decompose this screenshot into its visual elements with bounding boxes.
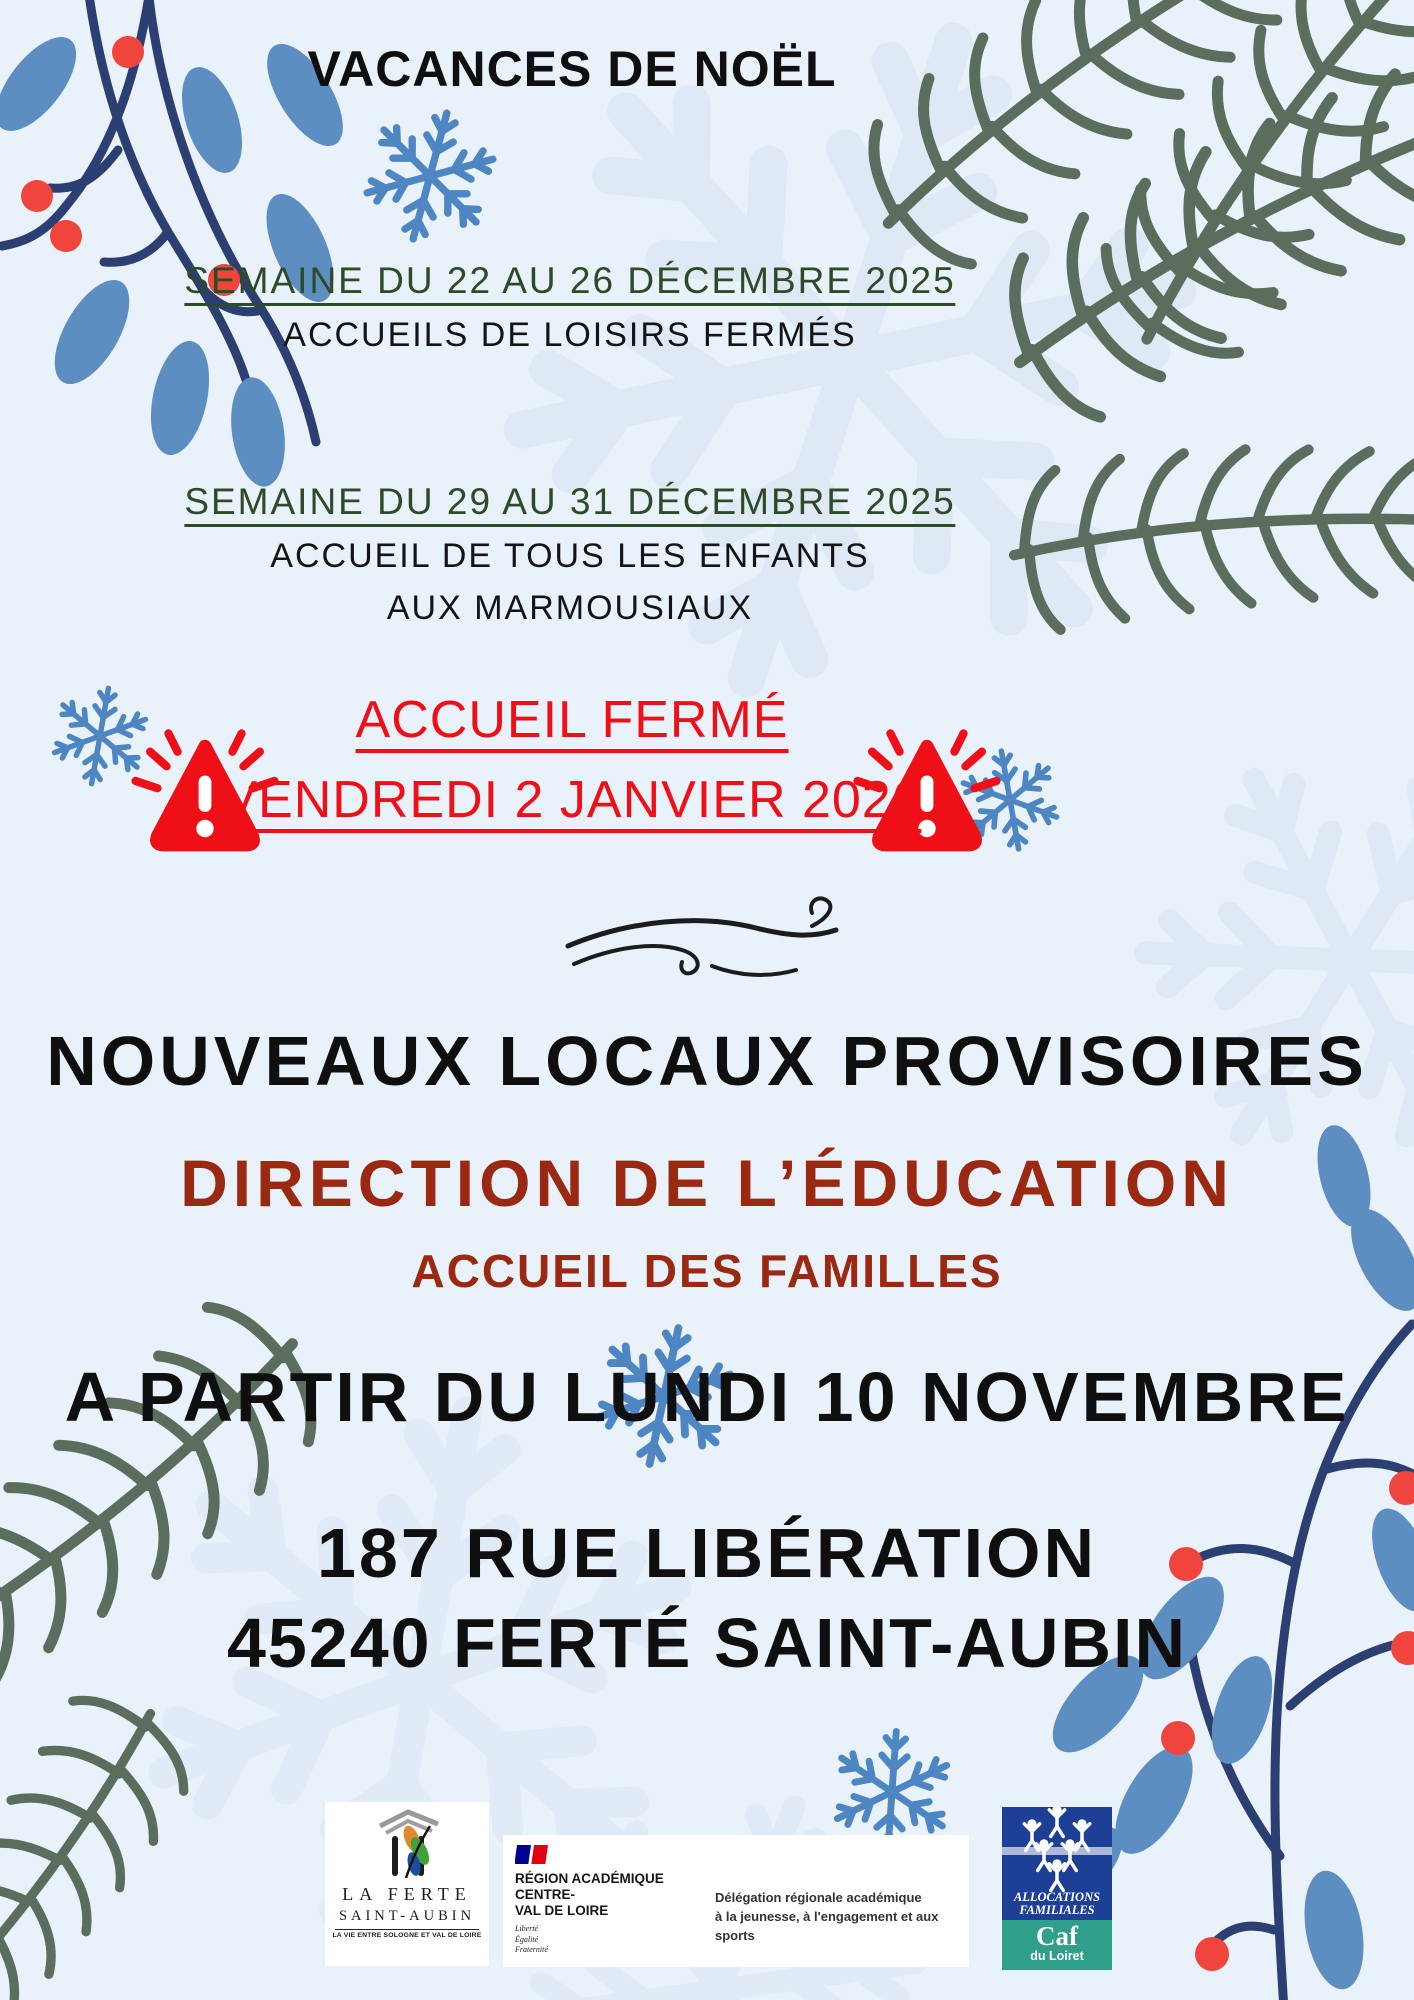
motto-liberte: Liberté [515, 1923, 539, 1933]
caf-allocations-label [1002, 1891, 1112, 1917]
french-flag-icon [515, 1845, 549, 1866]
caf-line2: FAMILIALES [1019, 1902, 1095, 1917]
logo-caf-du-loiret [1002, 1807, 1112, 1970]
la-ferte-name-line1: LA FERTE [342, 1884, 472, 1904]
berry-branch-top-left [0, 0, 358, 490]
caf-line1: ALLOCATIONS [1013, 1889, 1101, 1904]
new-premises-heading: NOUVEAUX LOCAUX PROVISOIRES [46, 1022, 1368, 1100]
caf-green-panel [1002, 1920, 1112, 1970]
delegation-line1: Délégation régionale académique [715, 1890, 922, 1905]
logo-region-academique [515, 1845, 664, 1956]
motto-fraternite: Fraternité [515, 1945, 548, 1955]
region-motto [515, 1924, 664, 1956]
address-line1: 187 RUE LIBÉRATION [316, 1514, 1098, 1592]
caf-wordmark: Caf [1036, 1921, 1078, 1951]
education-direction-heading: DIRECTION DE L’ÉDUCATION [180, 1146, 1234, 1220]
week2-heading: SEMAINE DU 29 AU 31 DÉCEMBRE 2025 [184, 483, 955, 527]
start-date-line: A PARTIR DU LUNDI 10 NOVEMBRE [64, 1358, 1350, 1436]
week2-detail-line2: AUX MARMOUSIAUX [386, 589, 754, 627]
poster-title: VACANCES DE NOËL [307, 41, 837, 97]
region-line2: CENTRE- [515, 1886, 575, 1902]
week1-detail: ACCUEILS DE LOISIRS FERMÉS [283, 316, 857, 354]
la-ferte-name-line2: SAINT-AUBIN [338, 1908, 476, 1924]
week2-detail-line1: ACCUEIL DE TOUS LES ENFANTS [270, 537, 870, 575]
la-ferte-tagline: LA VIE ENTRE SOLOGNE ET VAL DE LOIRE [332, 1932, 482, 1939]
divider [335, 1929, 479, 1930]
logo-la-ferte-saint-aubin [325, 1802, 489, 1966]
logo-region-academique-band [503, 1835, 969, 1967]
motto-egalite: Égalité [515, 1934, 539, 1944]
snowflake-icon [352, 97, 508, 255]
closure-alert-line1: ACCUEIL FERMÉ [356, 694, 789, 753]
families-welcome-subheading: ACCUEIL DES FAMILLES [411, 1245, 1003, 1297]
caf-blue-panel [1002, 1807, 1112, 1920]
flourish-divider [560, 886, 850, 986]
la-ferte-emblem-icon [370, 1806, 444, 1878]
address-line2: 45240 FERTÉ SAINT-AUBIN [226, 1604, 1188, 1682]
snowflake-icon [437, 0, 1262, 779]
week1-heading: SEMAINE DU 22 AU 26 DÉCEMBRE 2025 [184, 262, 955, 306]
region-line1: RÉGION ACADÉMIQUE [515, 1871, 664, 1886]
delegation-text [715, 1889, 969, 1946]
delegation-line2: à la jeunesse, à l'engagement et aux sports [715, 1908, 939, 1943]
closure-alert-line2: VENDREDI 2 JANVIER 2026 [222, 774, 921, 833]
caf-du-loiret-label: du Loiret [1030, 1949, 1084, 1963]
region-line3: VAL DE LOIRE [515, 1902, 609, 1918]
